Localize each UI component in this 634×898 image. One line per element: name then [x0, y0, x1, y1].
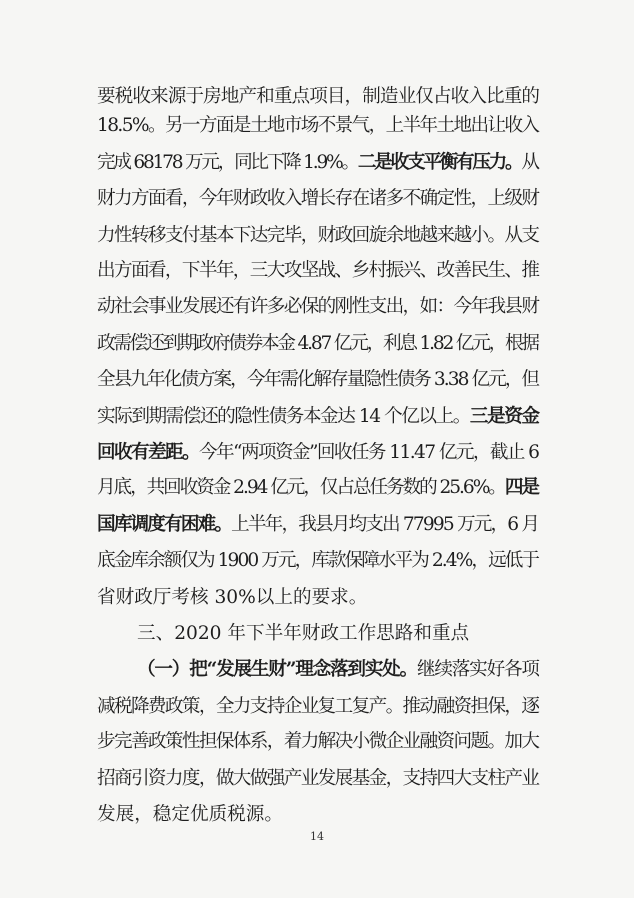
bold-text-segment: 二是收支平衡有压力。 — [357, 152, 522, 173]
text-line — [97, 85, 539, 109]
text-segment: 发展，稳定优质税源。 — [97, 804, 283, 825]
text-segment: 从 — [521, 152, 538, 173]
bold-text-segment: 四是 — [504, 477, 538, 498]
text-segment: 力性转移支付基本下达完毕，财政回旋余地越来越小。从支 — [97, 225, 539, 246]
text-segment: 减税降费政策，全力支持企业复工复产。推动融资担保，逐 — [97, 696, 539, 717]
text-line — [97, 332, 538, 356]
text-segment: 要税收来源于房地产和重点项目，制造业仅占收入比重的 — [97, 86, 540, 107]
text-line — [97, 224, 538, 248]
text-segment: 省财政厅考核 30%以上的要求。 — [97, 587, 368, 608]
page-number: 14 — [310, 830, 324, 843]
text-segment: 全县九年化债方案，今年需化解存量隐性债务 3.38 亿元，但 — [97, 369, 539, 390]
text-line — [97, 368, 538, 392]
text-line — [97, 295, 538, 319]
text-line — [97, 405, 539, 429]
text-segment: 继续落实好各项 — [416, 659, 539, 680]
text-segment: 今年“两项资金”回收任务 11.47 亿元，截止 6 — [199, 442, 539, 463]
text-line — [97, 259, 538, 283]
text-segment: 完成 68178 万元，同比下降 1.9%。 — [97, 152, 358, 173]
text-line — [97, 441, 538, 465]
text-segment: 月底，共回收资金 2.94 亿元，仅占总任务数的 25.6%。 — [97, 477, 505, 498]
text-line — [97, 586, 367, 610]
text-segment: 动社会事业发展还有许多必保的刚性支出，如：今年我县财 — [97, 296, 539, 317]
text-line — [137, 658, 539, 682]
text-segment: 步完善政策性担保体系，着力解决小微企业融资问题。加大 — [97, 731, 539, 752]
text-line — [97, 695, 538, 719]
text-segment: 招商引资力度，做大做强产业发展基金，支持四大支柱产业 — [97, 768, 539, 789]
text-line — [97, 513, 538, 537]
text-line — [97, 151, 538, 175]
bold-text-segment: （一）把“发展生财”理念落到实处。 — [137, 659, 417, 680]
text-line — [97, 114, 538, 138]
text-segment: 三、2020 年下半年财政工作思路和重点 — [137, 623, 470, 644]
text-line — [97, 549, 538, 573]
text-line — [97, 730, 538, 754]
text-segment: 出方面看，下半年，三大攻坚战、乡村振兴、改善民生、推 — [97, 260, 539, 281]
bold-text-segment: 三是资金 — [469, 406, 539, 427]
text-segment: 18.5%。另一方面是土地市场不景气，上半年土地出让收入 — [97, 115, 539, 136]
text-segment: 实际到期需偿还的隐性债务本金达 14 个亿以上。 — [97, 406, 470, 427]
text-line — [97, 476, 538, 500]
text-segment: 政需偿还到期政府债券本金 4.87 亿元，利息 1.82 亿元，根据 — [97, 333, 538, 354]
text-segment: 底金库余额仅为 1900 万元，库款保障水平为 2.4%，远低于 — [97, 550, 539, 571]
bold-text-segment: 回收有差距。 — [97, 442, 200, 463]
text-line — [97, 803, 283, 827]
text-segment: 财力方面看，今年财政收入增长存在诸多不确定性，上级财 — [97, 188, 539, 209]
bold-text-segment: 国库调度有困难。 — [97, 514, 232, 535]
text-line — [137, 622, 469, 646]
text-segment: 上半年，我县月均支出 77995 万元，6 月 — [231, 514, 539, 535]
text-line — [97, 187, 538, 211]
text-line — [97, 767, 538, 791]
